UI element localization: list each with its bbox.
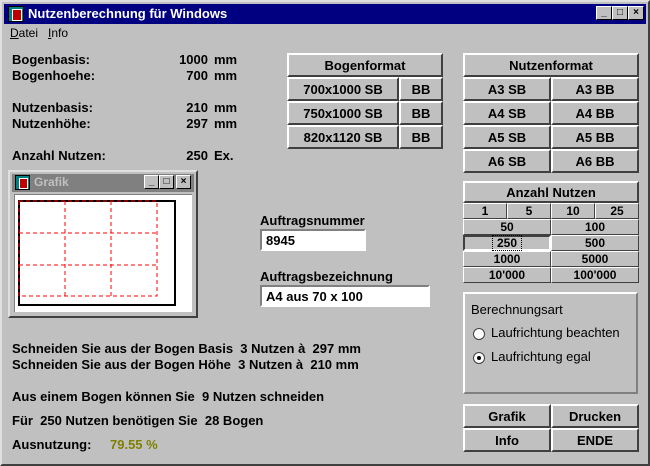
nutzenformat-a4-sb-button[interactable]: A4 SB	[463, 101, 551, 125]
auftragsnummer-input[interactable]: 8945	[260, 229, 366, 251]
anzahl-nutzen-header-button[interactable]: Anzahl Nutzen	[463, 181, 639, 203]
auftragsbezeichnung-label: Auftragsbezeichnung	[260, 269, 393, 284]
grafik-close-button[interactable]: ×	[176, 175, 191, 189]
nutzenformat-a4-bb-button[interactable]: A4 BB	[551, 101, 639, 125]
nutzenhoehe-label: Nutzenhöhe:	[12, 116, 91, 131]
anzahl-1000-button[interactable]: 1000	[463, 251, 551, 267]
bogenhoehe-label: Bogenhoehe:	[12, 68, 96, 83]
info-button[interactable]: Info	[463, 428, 551, 452]
nutzenformat-a6-bb-button[interactable]: A6 BB	[551, 149, 639, 173]
berechnungsart-title: Berechnungsart	[471, 302, 563, 317]
anzahl-100-button[interactable]: 100	[551, 219, 639, 235]
nutzenhoehe-unit: mm	[214, 116, 238, 131]
drucken-button[interactable]: Drucken	[551, 404, 639, 428]
bogenformat-header-label: Bogenformat	[324, 57, 406, 73]
anzahl-50-button[interactable]: 50	[463, 219, 551, 235]
cut-lines	[19, 201, 157, 296]
anzahl-10-button[interactable]: 10	[551, 203, 595, 219]
nutzenbasis-label: Nutzenbasis:	[12, 100, 93, 115]
sheet-outline	[19, 201, 175, 305]
nutzenformat-a6-sb-button[interactable]: A6 SB	[463, 149, 551, 173]
anzahl-100000-button[interactable]: 100'000	[551, 267, 639, 283]
result-line-hoehe: Schneiden Sie aus der Bogen Höhe 3 Nutzen à 210 mm	[12, 357, 359, 372]
auftragsbezeichnung-input[interactable]: A4 aus 70 x 100	[260, 285, 430, 307]
bogenformat-700x1000-bb-button[interactable]: BB	[399, 77, 443, 101]
ausnutzung-label: Ausnutzung:	[12, 437, 92, 452]
result-line-nutzen-pro-bogen: Aus einem Bogen können Sie 9 Nutzen schneiden	[12, 389, 325, 404]
nutzenformat-a5-sb-button[interactable]: A5 SB	[463, 125, 551, 149]
result-line-basis: Schneiden Sie aus der Bogen Basis 3 Nutzen à 297 mm	[12, 341, 361, 356]
bogenbasis-unit: mm	[214, 52, 238, 67]
anzahl-nutzen-unit: Ex.	[214, 148, 234, 163]
window-title: Nutzenberechnung für Windows	[28, 6, 228, 21]
ende-button[interactable]: ENDE	[551, 428, 639, 452]
laufrichtung-beachten-label[interactable]: Laufrichtung beachten	[491, 325, 620, 340]
grafik-minimize-button[interactable]: _	[144, 175, 159, 189]
nutzenformat-a5-bb-button[interactable]: A5 BB	[551, 125, 639, 149]
sheet-layout-drawing	[15, 195, 193, 313]
bogenformat-750x1000-sb-button[interactable]: 750x1000 SB	[287, 101, 399, 125]
grafik-window-icon[interactable]	[15, 175, 30, 190]
bogenbasis-label: Bogenbasis:	[12, 52, 91, 67]
anzahl-250-label: 250	[492, 235, 522, 251]
grafik-window	[8, 170, 198, 318]
bogenhoehe-unit: mm	[214, 68, 238, 83]
close-button[interactable]: ×	[628, 6, 644, 20]
anzahl-500-button[interactable]: 500	[551, 235, 639, 251]
grafik-title-bar[interactable]	[12, 174, 194, 192]
bogenformat-header-button[interactable]	[287, 53, 443, 77]
maximize-button[interactable]: □	[612, 6, 628, 20]
result-line-bogen-benoetigt: Für 250 Nutzen benötigen Sie 28 Bogen	[12, 413, 264, 428]
radio-laufrichtung-egal[interactable]	[473, 352, 485, 364]
grafik-title: Grafik	[34, 175, 69, 189]
anzahl-25-button[interactable]: 25	[595, 203, 639, 219]
grafik-button[interactable]: Grafik	[463, 404, 551, 428]
bogenformat-700x1000-sb-button[interactable]: 700x1000 SB	[287, 77, 399, 101]
anzahl-nutzen-value: 250	[186, 148, 208, 163]
nutzenhoehe-value: 297	[186, 116, 208, 131]
radio-laufrichtung-beachten[interactable]	[473, 328, 485, 340]
bogenhoehe-value: 700	[186, 68, 208, 83]
grafik-maximize-button[interactable]: □	[159, 175, 174, 189]
auftragsnummer-label: Auftragsnummer	[260, 213, 365, 228]
bogenformat-820x1120-bb-button[interactable]: BB	[399, 125, 443, 149]
menu-datei[interactable]: Datei	[10, 26, 39, 40]
anzahl-10000-button[interactable]: 10'000	[463, 267, 551, 283]
anzahl-nutzen-label: Anzahl Nutzen:	[12, 148, 106, 163]
anzahl-5-button[interactable]: 5	[507, 203, 551, 219]
nutzenformat-a3-bb-button[interactable]: A3 BB	[551, 77, 639, 101]
ausnutzung-value: 79.55 %	[110, 437, 158, 452]
anzahl-5000-button[interactable]: 5000	[551, 251, 639, 267]
minimize-button[interactable]: _	[596, 6, 612, 20]
bogenbasis-value: 1000	[179, 52, 208, 67]
app-icon[interactable]	[8, 6, 24, 22]
berechnungsart-group	[463, 292, 638, 394]
anzahl-250-button[interactable]	[463, 235, 551, 251]
nutzenformat-header-button[interactable]: Nutzenformat	[463, 53, 639, 77]
bogenformat-750x1000-bb-button[interactable]: BB	[399, 101, 443, 125]
grafik-canvas	[14, 194, 192, 312]
menu-bar	[4, 24, 646, 42]
laufrichtung-egal-label[interactable]: Laufrichtung egal	[491, 349, 591, 364]
nutzenbasis-unit: mm	[214, 100, 238, 115]
title-bar[interactable]	[4, 4, 646, 24]
menu-info[interactable]: Info	[48, 26, 69, 40]
bogenformat-820x1120-sb-button[interactable]: 820x1120 SB	[287, 125, 399, 149]
nutzenformat-a3-sb-button[interactable]: A3 SB	[463, 77, 551, 101]
nutzenbasis-value: 210	[186, 100, 208, 115]
anzahl-1-button[interactable]: 1	[463, 203, 507, 219]
